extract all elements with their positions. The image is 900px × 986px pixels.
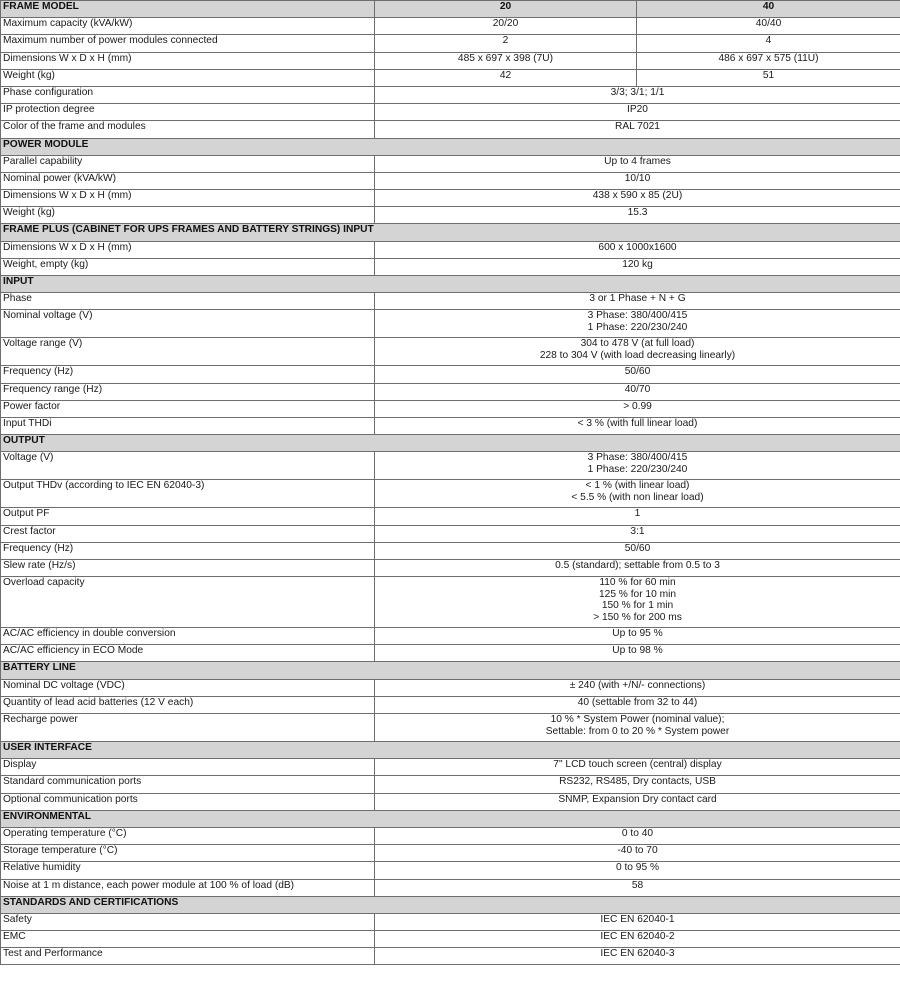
spec-row — [1, 417, 900, 434]
spec-label: Nominal power (kVA/kW) — [1, 172, 375, 189]
spec-row — [1, 35, 900, 52]
spec-row — [1, 931, 900, 948]
spec-label: Dimensions W x D x H (mm) — [1, 241, 375, 258]
section-header-row — [1, 662, 900, 679]
spec-label: Output THDv (according to IEC EN 62040-3) — [1, 480, 375, 508]
spec-value: 0 to 40 — [375, 827, 900, 844]
section-title: STANDARDS AND CERTIFICATIONS — [1, 896, 900, 913]
spec-row — [1, 948, 900, 965]
spec-value-line: 10 % * System Power (nominal value); — [550, 714, 725, 725]
spec-value-line: 110 % for 60 min — [599, 577, 676, 589]
spec-row — [1, 338, 900, 366]
spec-value-line: 1 Phase: 220/230/240 — [587, 321, 688, 333]
spec-value-line: 150 % for 1 min — [601, 600, 674, 612]
spec-value-line: Settable: from 0 to 20 % * System power — [545, 725, 730, 737]
spec-value-line: 3 Phase: 380/400/415 — [587, 310, 688, 322]
spec-value: 7" LCD touch screen (central) display — [375, 759, 900, 776]
spec-value: 50/60 — [375, 542, 900, 559]
spec-value: -40 to 70 — [375, 845, 900, 862]
spec-row — [1, 310, 900, 338]
spec-label: Nominal DC voltage (VDC) — [1, 679, 375, 696]
spec-label: Weight (kg) — [1, 207, 375, 224]
spec-row — [1, 525, 900, 542]
spec-value-line: 304 to 478 V (at full load) — [580, 338, 695, 350]
spec-label: Parallel capability — [1, 155, 375, 172]
spec-label: Output PF — [1, 508, 375, 525]
section-title: FRAME PLUS (CABINET FOR UPS FRAMES AND BATTERY STRINGS) INPUT — [1, 224, 900, 241]
spec-value-line: < 1 % (with linear load) — [585, 480, 690, 492]
spec-label: Maximum capacity (kVA/kW) — [1, 18, 375, 35]
spec-value: 0 to 95 % — [375, 862, 900, 879]
spec-value: SNMP, Expansion Dry contact card — [375, 793, 900, 810]
spec-row — [1, 366, 900, 383]
spec-label: Test and Performance — [1, 948, 375, 965]
spec-value — [375, 480, 900, 508]
section-header-row — [1, 810, 900, 827]
spec-value: 51 — [637, 69, 900, 86]
spec-value-line: 228 to 304 V (with load decreasing linearly) — [539, 349, 736, 361]
spec-value: RAL 7021 — [375, 121, 900, 138]
section-title: POWER MODULE — [1, 138, 900, 155]
spec-value: IEC EN 62040-3 — [375, 948, 900, 965]
spec-value: 3:1 — [375, 525, 900, 542]
spec-label: AC/AC efficiency in double conversion — [1, 628, 375, 645]
spec-value: IP20 — [375, 104, 900, 121]
spec-label: Standard communication ports — [1, 776, 375, 793]
spec-value: Up to 4 frames — [375, 155, 900, 172]
spec-value: 10/10 — [375, 172, 900, 189]
spec-label: Frequency range (Hz) — [1, 383, 375, 400]
spec-label: Voltage (V) — [1, 452, 375, 480]
section-title: OUTPUT — [1, 435, 900, 452]
section-header-row — [1, 276, 900, 293]
section-header-row — [1, 1, 900, 18]
spec-row — [1, 759, 900, 776]
spec-label: Weight, empty (kg) — [1, 258, 375, 275]
spec-row — [1, 480, 900, 508]
spec-label: Operating temperature (°C) — [1, 827, 375, 844]
spec-row — [1, 793, 900, 810]
spec-row — [1, 258, 900, 275]
spec-row — [1, 52, 900, 69]
spec-value — [375, 577, 900, 628]
spec-row — [1, 293, 900, 310]
spec-row — [1, 913, 900, 930]
spec-value: 40 (settable from 32 to 44) — [375, 696, 900, 713]
spec-value: 438 x 590 x 85 (2U) — [375, 190, 900, 207]
spec-value: 58 — [375, 879, 900, 896]
spec-row — [1, 827, 900, 844]
spec-value: IEC EN 62040-1 — [375, 913, 900, 930]
spec-row — [1, 121, 900, 138]
section-header-row — [1, 742, 900, 759]
spec-label: Frequency (Hz) — [1, 542, 375, 559]
spec-value: Up to 95 % — [375, 628, 900, 645]
spec-label: Weight (kg) — [1, 69, 375, 86]
spec-value: 486 x 697 x 575 (11U) — [637, 52, 900, 69]
spec-label: Phase — [1, 293, 375, 310]
section-title: ENVIRONMENTAL — [1, 810, 900, 827]
spec-row — [1, 104, 900, 121]
spec-value: 42 — [375, 69, 637, 86]
spec-label: Quantity of lead acid batteries (12 V each) — [1, 696, 375, 713]
spec-value: 20/20 — [375, 18, 637, 35]
spec-label: Overload capacity — [1, 577, 375, 628]
spec-value — [375, 338, 900, 366]
section-header-row — [1, 896, 900, 913]
spec-label: Recharge power — [1, 714, 375, 742]
spec-row — [1, 190, 900, 207]
spec-label: EMC — [1, 931, 375, 948]
spec-value: Up to 98 % — [375, 645, 900, 662]
section-header-row — [1, 224, 900, 241]
spec-table-body — [1, 1, 900, 965]
spec-value — [375, 310, 900, 338]
spec-value: < 3 % (with full linear load) — [375, 417, 900, 434]
section-header-row — [1, 138, 900, 155]
spec-value-line: < 5.5 % (with non linear load) — [571, 491, 704, 503]
section-title: INPUT — [1, 276, 900, 293]
spec-value: 2 — [375, 35, 637, 52]
spec-value: ± 240 (with +/N/- connections) — [375, 679, 900, 696]
spec-label: Optional communication ports — [1, 793, 375, 810]
spec-row — [1, 383, 900, 400]
spec-label: Voltage range (V) — [1, 338, 375, 366]
spec-label: Crest factor — [1, 525, 375, 542]
spec-value: 4 — [637, 35, 900, 52]
model-header: 40 — [637, 1, 900, 18]
spec-value — [375, 452, 900, 480]
spec-label: Dimensions W x D x H (mm) — [1, 52, 375, 69]
spec-value-line: 1 Phase: 220/230/240 — [587, 463, 688, 475]
spec-row — [1, 776, 900, 793]
spec-value-line: > 150 % for 200 ms — [593, 611, 682, 623]
spec-row — [1, 69, 900, 86]
spec-row — [1, 577, 900, 628]
spec-label: Input THDi — [1, 417, 375, 434]
spec-row — [1, 879, 900, 896]
spec-value: 120 kg — [375, 258, 900, 275]
spec-label: Noise at 1 m distance, each power module at 100 % of load (dB) — [1, 879, 375, 896]
spec-value: 3/3; 3/1; 1/1 — [375, 86, 900, 103]
spec-row — [1, 862, 900, 879]
spec-label: Safety — [1, 913, 375, 930]
spec-label: Relative humidity — [1, 862, 375, 879]
spec-label: Color of the frame and modules — [1, 121, 375, 138]
spec-value — [375, 714, 900, 742]
spec-value: 485 x 697 x 398 (7U) — [375, 52, 637, 69]
spec-label: Nominal voltage (V) — [1, 310, 375, 338]
section-header-row — [1, 435, 900, 452]
spec-value: 40/70 — [375, 383, 900, 400]
spec-value: 600 x 1000x1600 — [375, 241, 900, 258]
spec-row — [1, 207, 900, 224]
spec-row — [1, 696, 900, 713]
spec-value-line: 125 % for 10 min — [598, 588, 676, 600]
spec-value: 1 — [375, 508, 900, 525]
spec-row — [1, 714, 900, 742]
spec-row — [1, 86, 900, 103]
spec-row — [1, 628, 900, 645]
spec-row — [1, 172, 900, 189]
model-header: 20 — [375, 1, 637, 18]
spec-row — [1, 452, 900, 480]
spec-value: 50/60 — [375, 366, 900, 383]
spec-value: 0.5 (standard); settable from 0.5 to 3 — [375, 559, 900, 576]
spec-row — [1, 241, 900, 258]
spec-label: Phase configuration — [1, 86, 375, 103]
spec-row — [1, 155, 900, 172]
spec-row — [1, 679, 900, 696]
spec-label: Frequency (Hz) — [1, 366, 375, 383]
spec-label: Storage temperature (°C) — [1, 845, 375, 862]
spec-row — [1, 542, 900, 559]
spec-row — [1, 559, 900, 576]
section-title: FRAME MODEL — [1, 1, 375, 18]
spec-row — [1, 18, 900, 35]
spec-label: Display — [1, 759, 375, 776]
spec-row — [1, 400, 900, 417]
spec-value: IEC EN 62040-2 — [375, 931, 900, 948]
section-title: USER INTERFACE — [1, 742, 900, 759]
spec-label: AC/AC efficiency in ECO Mode — [1, 645, 375, 662]
section-title: BATTERY LINE — [1, 662, 900, 679]
spec-label: IP protection degree — [1, 104, 375, 121]
spec-value: 3 or 1 Phase + N + G — [375, 293, 900, 310]
spec-value-line: 3 Phase: 380/400/415 — [587, 452, 688, 464]
spec-row — [1, 508, 900, 525]
spec-label: Maximum number of power modules connected — [1, 35, 375, 52]
spec-value: 15.3 — [375, 207, 900, 224]
spec-row — [1, 645, 900, 662]
spec-row — [1, 845, 900, 862]
spec-label: Slew rate (Hz/s) — [1, 559, 375, 576]
spec-value: > 0.99 — [375, 400, 900, 417]
spec-label: Dimensions W x D x H (mm) — [1, 190, 375, 207]
spec-value: RS232, RS485, Dry contacts, USB — [375, 776, 900, 793]
spec-label: Power factor — [1, 400, 375, 417]
spec-value: 40/40 — [637, 18, 900, 35]
